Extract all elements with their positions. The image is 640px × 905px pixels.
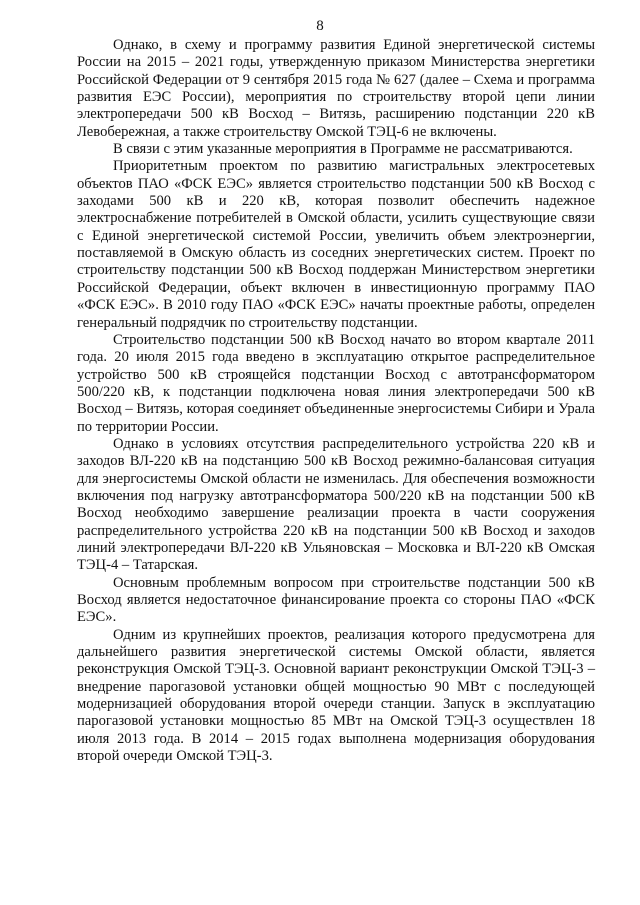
paragraph-priority-project: Приоритетным проектом по развитию магистральных электросетевых объектов ПАО «ФСК ЕЭС» является строительство подстанции 500 кВ Восход с заходами 500 кВ и 220 кВ, которая позволит обеспечить надежное электроснабжение потребителей в Омской области, усилить существующие связи с Единой энергетической системой России, увеличить объем электроэнергии, поставляемой в Омскую область из соседних энергетических систем. Проект по строительству подстанции 500 кВ Восход поддержан Министерством энергетики Российской Федерации, объект включен в инвестиционную программу ПАО «ФСК ЕЭС». В 2010 году ПАО «ФСК ЕЭС» начаты проектные работы, определен генеральный подрядчик по строительству подстанции.: [77, 158, 595, 331]
paragraph-construction-start: Строительство подстанции 500 кВ Восход начато во втором квартале 2011 года. 20 июля 2015 года введено в эксплуатацию открытое распределительное устройство 500 кВ строящейся подстанции Восход с автотрансформатором 500/220 кВ, к подстанции подключена новая линия электропередачи 500 кВ Восход – Витязь, которая соединяет объединенные энергосистемы Сибири и Урала по территории России.: [77, 331, 595, 435]
paragraph-not-considered: В связи с этим указанные мероприятия в Программе не рассматриваются.: [113, 141, 573, 158]
paragraph-funding-problem: Основным проблемным вопросом при строительстве подстанции 500 кВ Восход является недостаточное финансирование проекта со стороны ПАО «ФСК ЕЭС».: [77, 574, 595, 626]
paragraph-scheme-exclusion: Однако, в схему и программу развития Единой энергетической системы России на 2015 – 2021 годы, утвержденную приказом Министерства энергетики Российской Федерации от 9 сентября 2015 года № 627 (далее – Схема и программа развития ЕЭС России), мероприятия по строительству второй цепи линии электропередачи 500 кВ Восход – Витязь, расширению подстанции 220 кВ Левобережная, а также строительству Омской ТЭЦ-6 не включены.: [77, 37, 595, 140]
paragraph-switchgear-absence: Однако в условиях отсутствия распределительного устройства 220 кВ и заходов ВЛ-220 кВ на подстанцию 500 кВ Восход режимно-балансовая ситуация для энергосистемы Омской области не изменилась. Для обеспечения возможности включения под нагрузку автотрансформатора 500/220 кВ на подстанции 500 кВ Восход необходимо завершение реализации проекта в части сооружения распределительного устройства 220 кВ на подстанции 500 кВ Восход и заходов линий электропередачи ВЛ-220 кВ Ульяновская – Московка и ВЛ-220 кВ Омская ТЭЦ-4 – Татарская.: [77, 435, 595, 574]
page-number: 8: [316, 18, 324, 34]
document-body: [77, 37, 595, 765]
paragraph-tec3-reconstruction: Одним из крупнейших проектов, реализация которого предусмотрена для дальнейшего развития энергетической системы Омской области, является реконструкция Омской ТЭЦ-3. Основной вариант реконструкции Омской ТЭЦ-3 – внедрение парогазовой установки общей мощностью 90 МВт с последующей модернизацией оборудования второй очереди станции. Запуск в эксплуатацию парогазовой установки мощностью 85 МВт на Омской ТЭЦ-3 осуществлен 18 июля 2013 года. В 2014 – 2015 годах выполнена модернизация оборудования второй очереди Омской ТЭЦ-3.: [77, 626, 595, 765]
